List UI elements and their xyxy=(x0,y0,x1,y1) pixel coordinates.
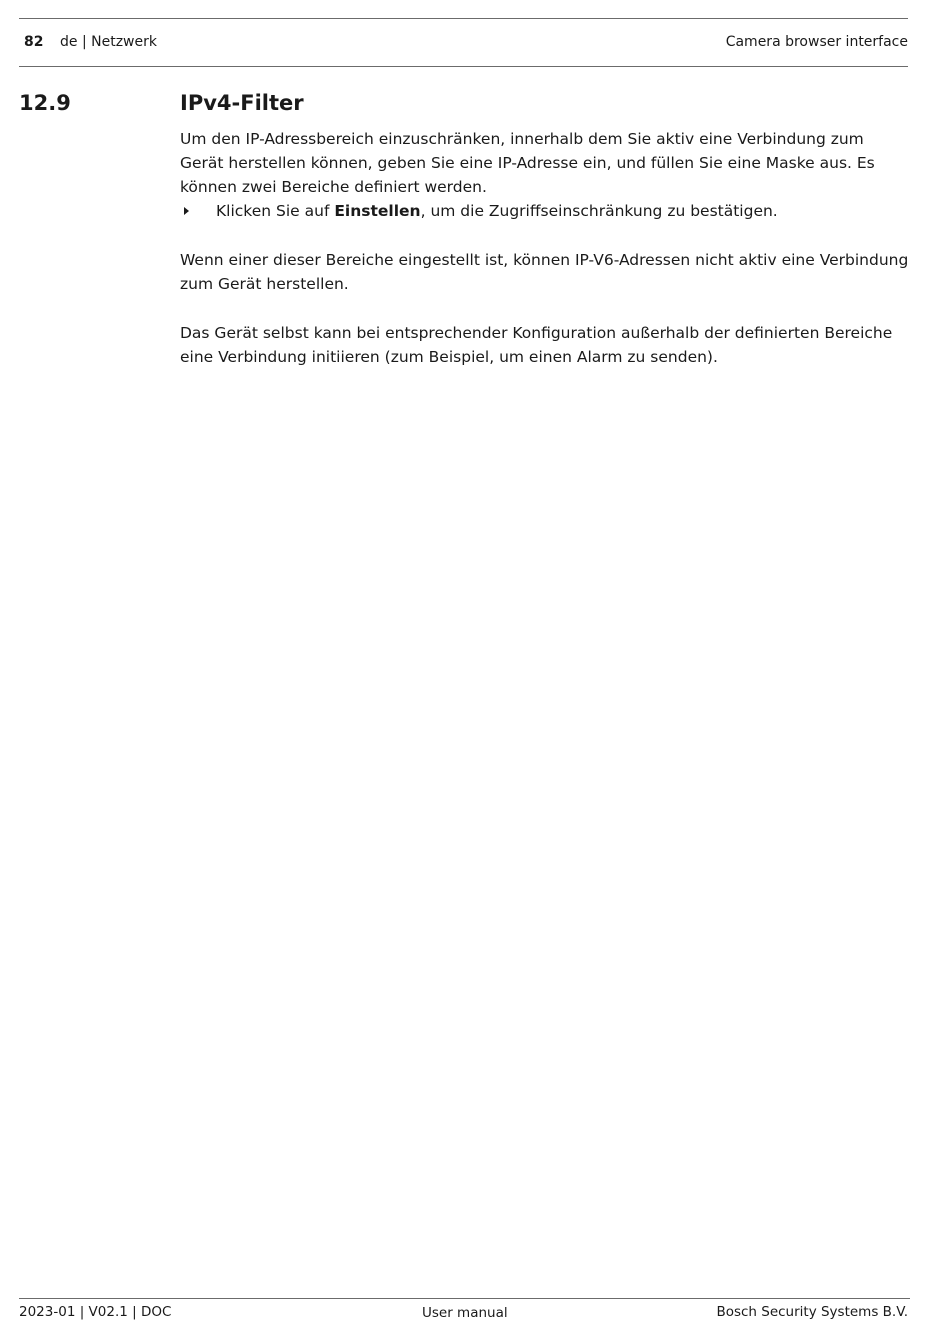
device-connection-paragraph: Das Gerät selbst kann bei entsprechender Konfiguration außerhalb der definierten Bereiche eine Verbindung initiieren (zum Beispiel, um einen Alarm zu senden). xyxy=(180,324,893,366)
header-top-rule xyxy=(19,18,908,19)
step-text-suffix: , um die Zugriffseinschränkung zu bestätigen. xyxy=(420,202,778,220)
header-chapter-title: Camera browser interface xyxy=(725,34,908,50)
footer-company: Bosch Security Systems B.V. xyxy=(716,1304,908,1320)
page-footer xyxy=(19,1303,908,1321)
header-bottom-rule xyxy=(19,66,908,67)
section-content xyxy=(180,127,910,369)
section-title: IPv4-Filter xyxy=(180,91,304,115)
section-number: 12.9 xyxy=(19,91,71,115)
triangle-right-icon xyxy=(184,207,189,215)
footer-top-rule xyxy=(19,1298,910,1299)
ipv6-note-paragraph: Wenn einer dieser Bereiche eingestellt ist, können IP-V6-Adressen nicht aktiv eine Verbindung zum Gerät herstellen. xyxy=(180,251,909,293)
step-text-bold: Einstellen xyxy=(334,202,421,220)
footer-version: 2023-01 | V02.1 | DOC xyxy=(19,1304,172,1320)
header-section-label: de | Netzwerk xyxy=(60,34,157,50)
page-header xyxy=(19,33,908,51)
page-number: 82 xyxy=(24,34,44,50)
instruction-step xyxy=(180,199,910,223)
step-text-prefix: Klicken Sie auf xyxy=(216,202,335,220)
intro-paragraph: Um den IP-Adressbereich einzuschränken, innerhalb dem Sie aktiv eine Verbindung zum Gerät herstellen können, geben Sie eine IP-Adresse ein, und füllen Sie eine Maske aus. Es können zwei Bereiche definiert werden. xyxy=(180,130,875,196)
footer-doc-type: User manual xyxy=(422,1305,508,1321)
